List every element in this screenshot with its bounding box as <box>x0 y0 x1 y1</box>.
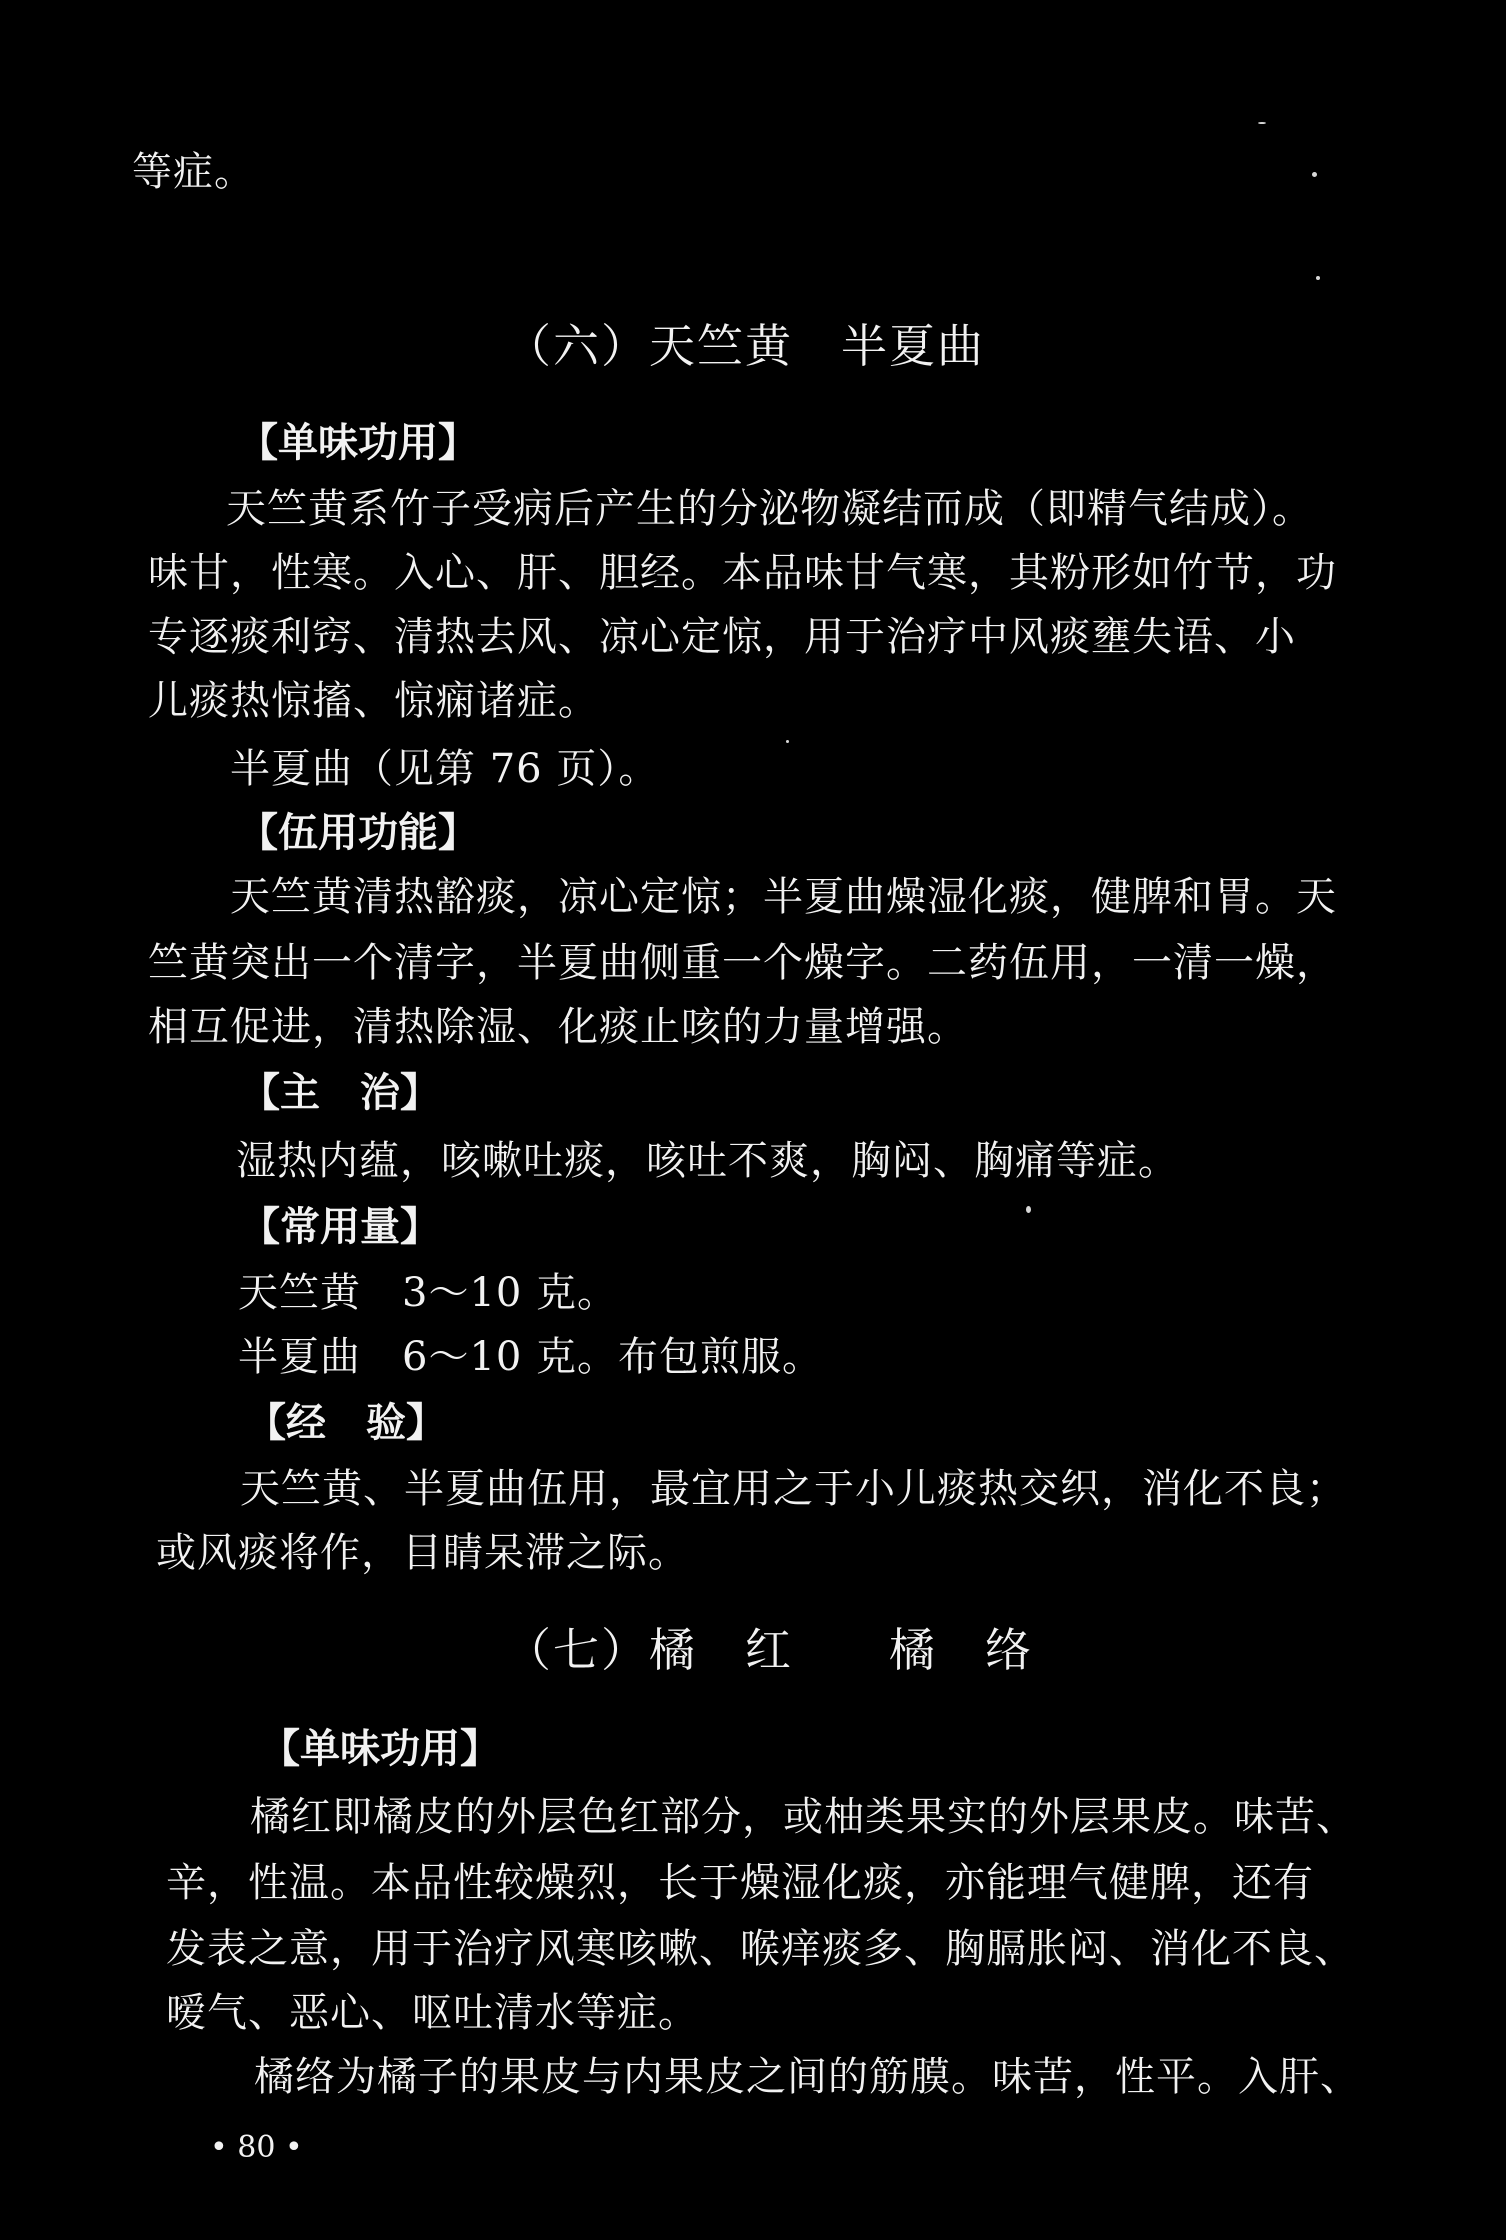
scan-speck <box>1312 172 1317 177</box>
indications-label: 【主 治】 <box>240 1069 440 1116</box>
section-7-title: （七）橘 红 橘 络 <box>505 1623 1033 1677</box>
paragraph-line: 橘络为橘子的果皮与内果皮之间的筋膜。味苦，性平。入肝、 <box>254 2054 1361 2100</box>
single-function-label: 【单味功用】 <box>260 1725 500 1772</box>
paragraph-line: 辛，性温。本品性较燥烈，长于燥湿化痰，亦能理气健脾，还有 <box>166 1860 1314 1906</box>
scan-speck <box>1258 122 1266 124</box>
combined-function-label: 【伍用功能】 <box>238 809 478 856</box>
paragraph-line: 或风痰将作，目睛呆滞之际。 <box>156 1530 689 1576</box>
paragraph-line: 相互促进，清热除湿、化痰止咳的力量增强。 <box>148 1004 968 1050</box>
dosage-line: 天竺黄 3～10 克。 <box>238 1270 619 1316</box>
dosage-label: 【常用量】 <box>240 1203 440 1250</box>
paragraph-line: 橘红即橘皮的外层色红部分，或柚类果实的外层果皮。味苦、 <box>250 1794 1357 1840</box>
continued-text: 等症。 <box>132 149 255 195</box>
scan-speck <box>1026 1206 1031 1213</box>
paragraph-line: 天竺黄系竹子受病后产生的分泌物凝结而成（即精气结成）。 <box>226 486 1313 532</box>
paragraph-line: 专逐痰利窍、清热去风、凉心定惊，用于治疗中风痰壅失语、小 <box>148 614 1296 660</box>
experience-label: 【经 验】 <box>246 1399 446 1446</box>
page-number: • 80 • <box>210 2130 303 2165</box>
paragraph-line: 味甘，性寒。入心、肝、胆经。本品味甘气寒，其粉形如竹节，功 <box>148 550 1337 596</box>
paragraph-line: 湿热内蕴，咳嗽吐痰，咳吐不爽，胸闷、胸痛等症。 <box>236 1138 1179 1184</box>
section-6-title: （六）天竺黄 半夏曲 <box>505 319 985 373</box>
single-function-label: 【单味功用】 <box>238 419 478 466</box>
paragraph-line: 竺黄突出一个清字，半夏曲侧重一个燥字。二药伍用，一清一燥， <box>148 940 1337 986</box>
paragraph-line: 天竺黄清热豁痰，凉心定惊；半夏曲燥湿化痰，健脾和胃。天 <box>230 874 1337 920</box>
dosage-line: 半夏曲 6～10 克。布包煎服。 <box>238 1334 824 1380</box>
scan-speck <box>786 740 789 743</box>
paragraph-line: 半夏曲（见第 76 页）。 <box>230 746 660 792</box>
paragraph-line: 儿痰热惊搐、惊痫诸症。 <box>148 678 599 724</box>
scan-speck <box>1316 276 1320 280</box>
paragraph-line: 发表之意，用于治疗风寒咳嗽、喉痒痰多、胸膈胀闷、消化不良、 <box>166 1926 1355 1972</box>
paragraph-line: 嗳气、恶心、呕吐清水等症。 <box>166 1990 699 2036</box>
paragraph-line: 天竺黄、半夏曲伍用，最宜用之于小儿痰热交织，消化不良； <box>240 1466 1347 1512</box>
